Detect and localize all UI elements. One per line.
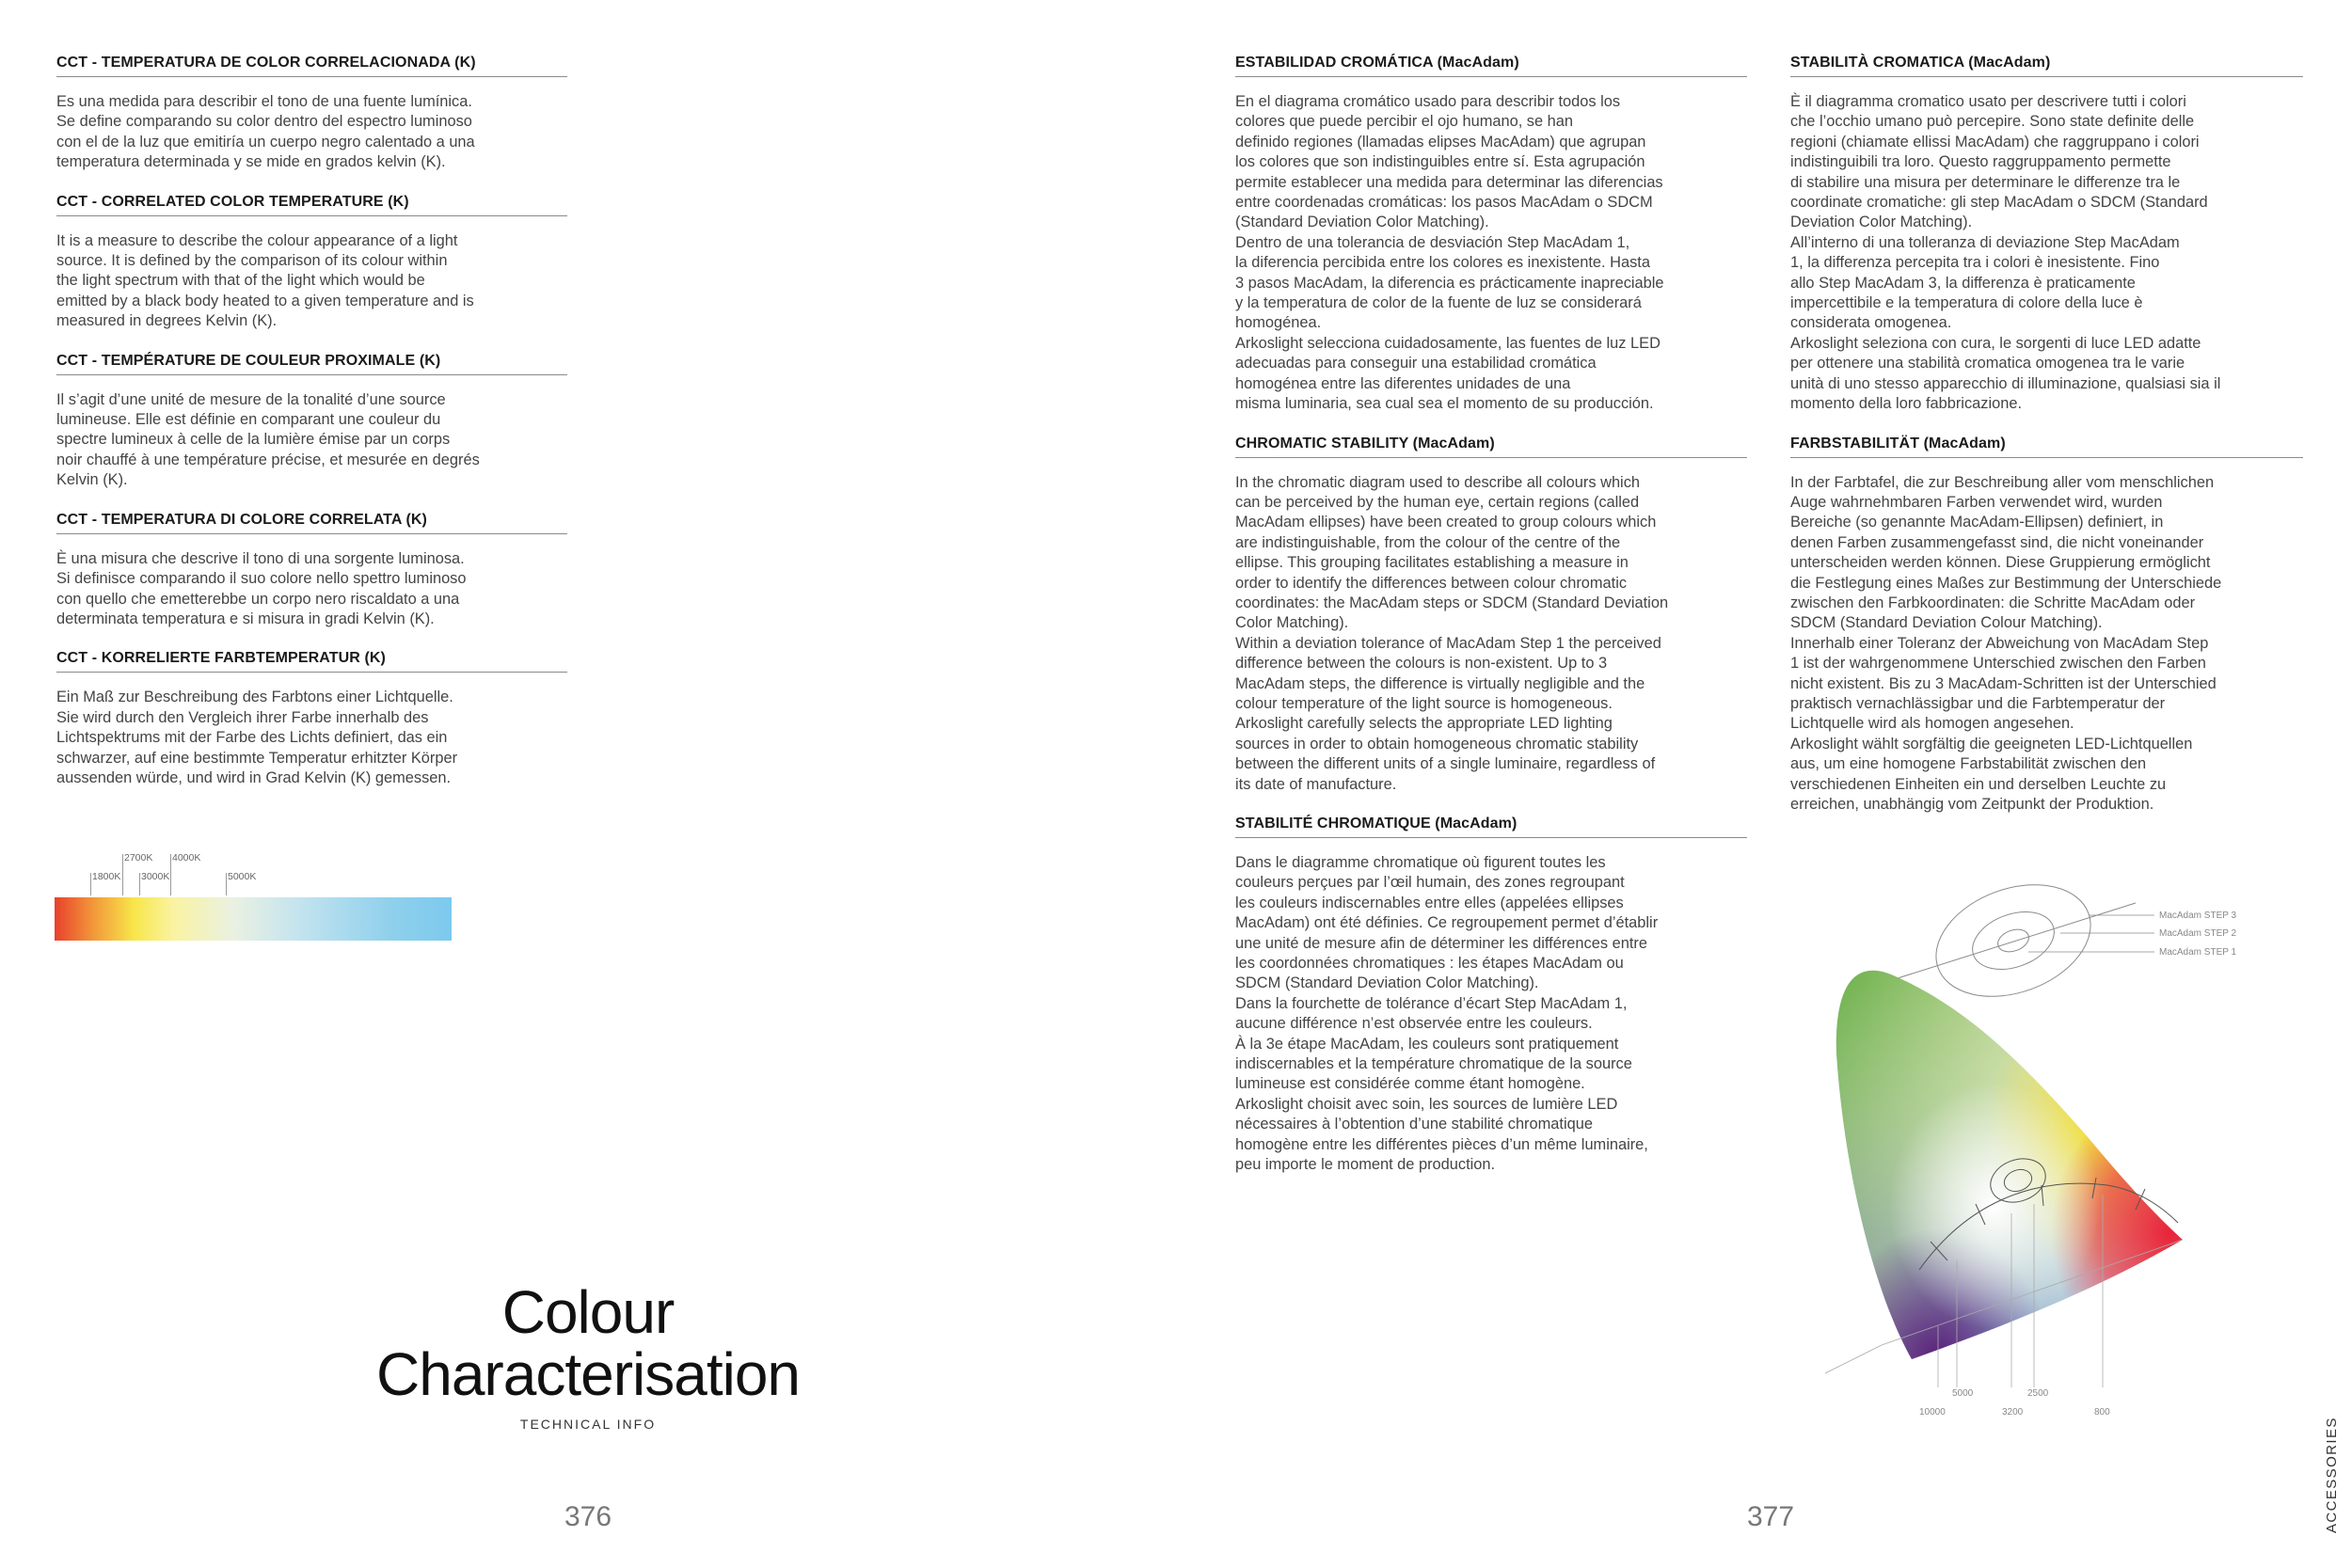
section-stability-fr [1235,816,1747,1176]
axis-label-3200: 3200 [2002,1407,2024,1418]
section-title: CCT - CORRELATED COLOR TEMPERATURE (K) [56,194,567,216]
step-1-label: MacAdam STEP 1 [2159,947,2237,958]
section-cct-en [56,194,567,332]
section-stability-en [1235,436,1747,796]
title-block [301,1278,875,1432]
section-title: CCT - TEMPERATURA DI COLORE CORRELATA (K) [56,512,567,534]
tick-3000k [139,873,140,895]
page-title-line-1: Colour [501,1278,675,1346]
cct-scale [55,850,453,944]
tick-5000k [226,873,227,895]
section-body: In the chromatic diagram used to describe all colours which can be perceived by the human eye, certain regions (called MacAdam ellipses) have been created to group colours which are indistinguishable, from the colour of the centre of the ellipse. This grouping facilitates establishing a measure in order to identify the differences between colour chromatic coordinates: the MacAdam steps or SDCM (Standard Deviation Color Matching). Within a deviation tolerance of MacAdam Step 1 the perceived difference between the colours is non-existent. Up to 3 MacAdam steps, the difference is virtually negligible and the colour temperature of the light source is homogeneous. Arkoslight carefully selects the appropriate LED lighting sources in order to obtain homogeneous chromatic stability between the different units of a single luminaire, regardless of its date of manufacture. [1235,473,1669,793]
section-cct-fr [56,353,567,491]
tick-label-5000k: 5000K [228,871,257,882]
section-body: Ein Maß zur Beschreibung des Farbtons einer Lichtquelle. Sie wird durch den Vergleich ihrer Farbe innerhalb des Lichtspektrums mit der Farbe des Lichts definiert, das ein schwarzer, auf eine bestimmte Temperatur erhitzter Körper aussenden würde, und wird in Grad Kelvin (K) gemessen. [56,689,458,786]
middle-column [1235,55,1747,1196]
gamut-horseshoe [1825,941,2201,1383]
page-title-line-2: Characterisation [376,1340,800,1408]
section-stability-it [1790,55,2303,415]
section-title: FARBSTABILITÄT (MacAdam) [1790,436,2303,458]
section-body: En el diagrama cromático usado para describir todos los colores que puede percibir el ojo humano, se han definido regiones (llamadas elipses MacAdam) que agrupan los colores que son indistinguibles entre sí. Esta agrupación permite establecer una medida para determinar las diferencias entre coordenadas cromáticas: los pasos MacAdam o SDCM (Standard Deviation Color Matching). Dentro de una tolerancia de desviación Step MacAdam 1, la diferencia percibida entre los colores es inexistente. Hasta 3 pasos MacAdam, la diferencia es prácticamente inapreciable y la temperatura de color de la fuente de luz se considerará homogénea. Arkoslight selecciona cuidadosamente, las fuentes de luz LED adecuadas para conseguir una estabilidad cromática homogénea entre las diferentes unidades de una misma luminaria, sea cual sea el momento de su producción. [1235,93,1664,413]
section-cct-es [56,55,567,173]
section-title: STABILITÉ CHROMATIQUE (MacAdam) [1235,816,1747,838]
section-body: È una misura che descrive il tono di una sorgente luminosa. Si definisce comparando il suo colore nello spettro luminoso con quello che emetterebbe un corpo nero riscaldato a una determinata temperatura e si misura in gradi Kelvin (K). [56,549,467,627]
tick-4000k [170,854,171,895]
page-number-left: 376 [564,1501,612,1532]
section-body: Dans le diagramme chromatique où figurent toutes les couleurs perçues par l’œil humain, des zones regroupant les couleurs indiscernables entre elles (appelées ellipses MacAdam) ont été définies. Ce regroupement permet d’établir une unité de mesure afin de déterminer les différences entre les coordonnées chromatiques : les étapes MacAdam ou SDCM (Standard Deviation Color Matching). Dans la fourchette de tolérance d’écart Step MacAdam 1, aucune différence n’est observée entre les couleurs. À la 3e étape MacAdam, les couleurs sont pratiquement indiscernables et la température chromatique de la source lumineuse est considérée comme étant homogène. Arkoslight choisit avec soin, les sources de lumière LED nécessaires à l’obtention d’une stabilité chromatique homogène entre les différentes pièces d’un même luminaire, peu importe le moment de production. [1235,854,1659,1174]
section-cct-it [56,512,567,630]
right-column [1790,55,2303,835]
left-column [56,55,567,809]
tick-label-1800k: 1800K [92,871,121,882]
chromaticity-diagram [1825,884,2239,1420]
section-cct-de [56,650,567,788]
section-stability-de [1790,436,2303,816]
axis-label-2500: 2500 [2027,1388,2049,1399]
step-3-label: MacAdam STEP 3 [2159,911,2237,921]
section-body: It is a measure to describe the colour appearance of a light source. It is defined by the comparison of its colour within the light spectrum with that of the light which would be emitted by a black body heated to a given temperature and is measured in degrees Kelvin (K). [56,231,474,330]
step-2-label: MacAdam STEP 2 [2159,928,2237,939]
tick-label-3000k: 3000K [141,871,170,882]
page-number-right: 377 [1747,1501,1795,1532]
section-title: ESTABILIDAD CROMÁTICA (MacAdam) [1235,55,1747,77]
section-body: Es una medida para describir el tono de una fuente lumínica. Se define comparando su color dentro del espectro luminoso con el de la luz que emitiría un cuerpo negro calentado a una temperatura determinada y se mide en grados kelvin (K). [56,93,475,171]
section-title: CCT - TEMPERATURA DE COLOR CORRELACIONADA (K) [56,55,567,77]
side-label-accessories: ACCESSORIES [2324,1417,2340,1533]
axis-label-5000: 5000 [1952,1388,1974,1399]
tick-label-2700k: 2700K [124,852,153,863]
section-title: CHROMATIC STABILITY (MacAdam) [1235,436,1747,458]
section-title: STABILITÀ CROMATICA (MacAdam) [1790,55,2303,77]
axis-label-10000: 10000 [1919,1407,1946,1418]
tick-label-4000k: 4000K [172,852,201,863]
cct-gradient-bar [55,897,452,941]
section-title: CCT - KORRELIERTE FARBTEMPERATUR (K) [56,650,567,673]
page-subtitle: TECHNICAL INFO [519,1417,657,1432]
section-stability-es [1235,55,1747,415]
section-title: CCT - TEMPÉRATURE DE COULEUR PROXIMALE (K) [56,353,567,375]
ellipse-step-1 [1994,926,2031,956]
tick-1800k [90,873,91,895]
axis-label-800: 800 [2094,1407,2110,1418]
ellipse-step-3 [1920,884,2106,1017]
tick-2700k [122,854,123,895]
section-body: Il s’agit d’une unité de mesure de la tonalité d’une source lumineuse. Elle est définie en comparant une couleur du spectre lumineux à celle de la lumière émise par un corps noir chauffé à une température précise, et mesurée en degrés Kelvin (K). [56,390,480,489]
ellipse-step-2 [1964,901,2062,979]
section-body: In der Farbtafel, die zur Beschreibung aller vom menschlichen Auge wahrnehmbaren Farben verwendet wird, wurden Bereiche (so genannte MacAdam-Ellipsen) definiert, in denen Farben zusammengefasst sind, die nicht voneinander unterscheiden werden können. Diese Gruppierung ermöglicht die Festlegung eines Maßes zur Bestimmung der Unterschiede zwischen den Farbkoordinaten: die Schritte MacAdam oder SDCM (Standard Deviation Colour Matching). Innerhalb einer Toleranz der Abweichung von MacAdam Step 1 ist der wahrgenommene Unterschied zwischen den Farben nicht existent. Bis zu 3 MacAdam-Schritten ist der Unterschied praktisch vernachlässigbar und die Farbtemperatur der Lichtquelle wird als homogen angesehen. Arkoslight wählt sorgfältig die geeigneten LED-Lichtquellen aus, um eine homogene Farbstabilität zwischen den verschiedenen Einheiten ein und derselben Leuchte zu erreichen, unabhängig vom Zeitpunkt der Produktion. [1790,473,2222,813]
section-body: È il diagramma cromatico usato per descrivere tutti i colori che l’occhio umano può percepire. Sono state definite delle regioni (chiamate ellissi MacAdam) che raggruppano i colori indistinguibili tra loro. Questo raggruppamento permette di stabilire una misura per determinare le differenze tra le coordinate cromatiche: gli step MacAdam o SDCM (Standard Deviation Color Matching). All’interno di una tolleranza di deviazione Step MacAdam 1, la differenza percepita tra i colori è inesistente. Fino allo Step MacAdam 3, la differenza è praticamente impercettibile e la temperatura di colore della luce è considerata omogenea. Arkoslight seleziona con cura, le sorgenti di luce LED adatte per ottenere una stabilità cromatica omogenea tra le varie unità di uno stesso apparecchio di illuminazione, qualsiasi sia il momento della loro fabbricazione. [1790,93,2221,413]
